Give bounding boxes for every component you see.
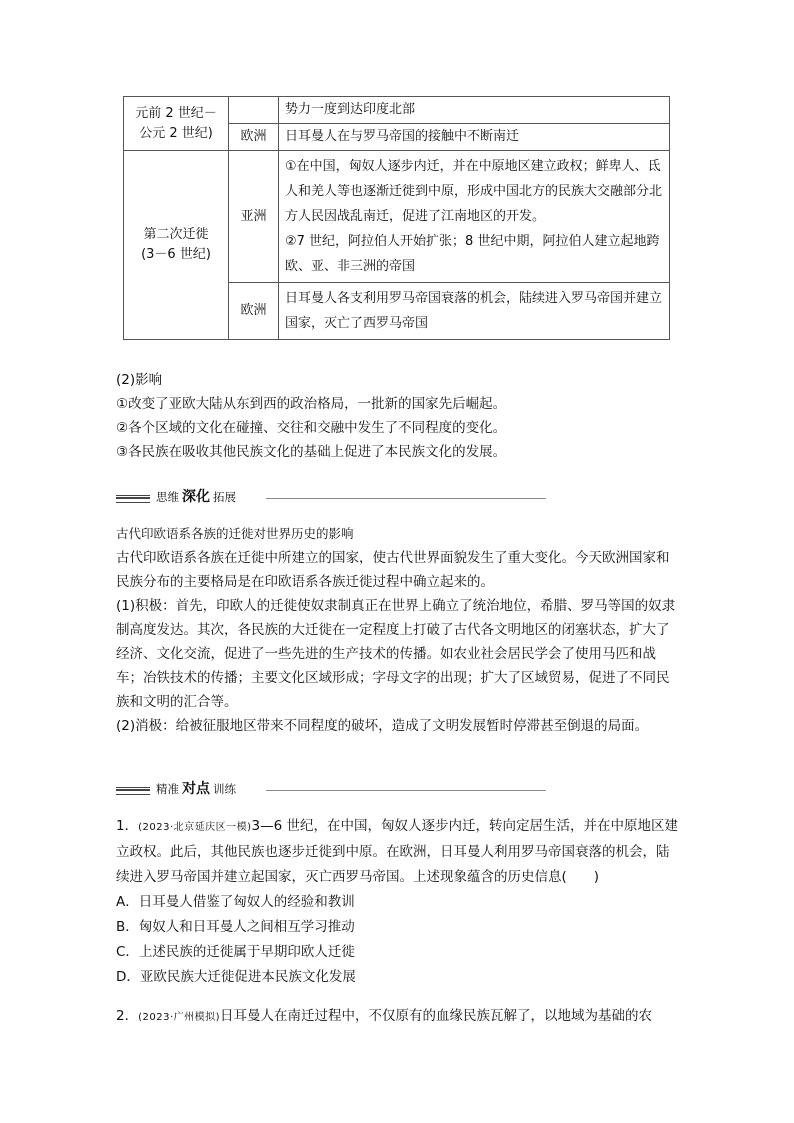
banner-rule <box>266 790 546 791</box>
list-item: ①改变了亚欧大陆从东到西的政治格局，一批新的国家先后崛起。 <box>116 396 507 412</box>
question-1 <box>116 814 681 990</box>
option-b: B．匈奴人和日耳曼人之间相互学习推动 <box>116 919 355 935</box>
region-cell: 欧洲 <box>229 124 279 151</box>
content-cell: 势力一度到达印度北部 <box>279 97 670 124</box>
banner-bars-icon <box>116 787 150 795</box>
section-banner <box>116 780 476 798</box>
table-row <box>124 97 670 124</box>
question-source: (2023·北京延庆区一模) <box>138 822 252 833</box>
paragraph: (1)积极：首先，印欧人的迁徙使奴隶制真正在世界上确立了统治地位，希腊、罗马等国的奴隶制高度发达。其次，各民族的大迁徙在一定程度上打破了古代各文明地区的闭塞状态，扩大了经济、文化交流，促进了一些先进的生产技术的传播。如农业社会居民学会了使用马匹和战车；冶铁技术的传播；主要文化区域形成；字母文字的出现；扩大了区域贸易，促进了不同民族和文明的汇合等。 <box>116 598 676 710</box>
content-paragraph: ①在中国，匈奴人逐步内迁，并在中原地区建立政权；鲜卑人、氐人和羌人等也逐渐迁徙到中原，形成中国北方的民族大交融部分北方人民因战乱南迁，促进了江南地区的开发。 <box>285 159 663 224</box>
banner-bars-icon <box>116 495 150 503</box>
question-2 <box>116 1004 681 1030</box>
option-c: C．上述民族的迁徙属于早期印欧人迁徙 <box>116 944 355 960</box>
section-heading: (2)影响 <box>116 372 163 388</box>
option-d: D．亚欧民族大迁徙促进本民族文化发展 <box>116 969 356 985</box>
table-row <box>124 151 670 283</box>
question-source: (2023·广州模拟) <box>138 1012 221 1023</box>
section-banner <box>116 488 476 506</box>
content-paragraph: ②7 世纪，阿拉伯人开始扩张；8 世纪中期，阿拉伯人建立起地跨欧、亚、非三洲的帝国 <box>285 234 660 274</box>
deepen-section <box>116 522 676 738</box>
paragraph: 古代印欧语系各族在迁徙中所建立的国家，使古代世界面貌发生了重大变化。今天欧洲国家和民族分布的主要格局是在印欧语系各族迁徙过程中确立起来的。 <box>116 550 670 590</box>
paragraph: (2)消极：给被征服地区带来不同程度的破坏，造成了文明发展暂时停滞甚至倒退的局面。 <box>116 718 649 734</box>
content-cell: 日耳曼人在与罗马帝国的接触中不断南迁 <box>279 124 670 151</box>
question-stem: 1．(2023·北京延庆区一模)3—6 世纪，在中国，匈奴人逐步内迁，转向定居生活，并在中原地区建立政权。此后，其他民族也逐步迁徙到中原。在欧洲，日耳曼人利用罗马帝国衰落的机会，陆续进入罗马帝国并建立起国家，灭亡西罗马帝国。上述现象蕴含的历史信息( ) <box>116 818 678 885</box>
content-cell: 日耳曼人各支利用罗马帝国衰落的机会，陆续进入罗马帝国并建立国家，灭亡了西罗马帝国 <box>279 283 670 340</box>
question-stem: 2．(2023·广州模拟)日耳曼人在南迁过程中，不仅原有的血缘民族瓦解了，以地域为基础的农 <box>116 1008 653 1024</box>
influence-section <box>116 368 676 464</box>
banner-title: 思维 深化 拓展 <box>156 489 236 505</box>
deepen-title: 古代印欧语系各族的迁徙对世界历史的影响 <box>116 526 354 541</box>
content-cell <box>279 151 670 283</box>
list-item: ③各民族在吸收其他民族文化的基础上促进了本民族文化的发展。 <box>116 444 507 460</box>
option-a: A．日耳曼人借鉴了匈奴人的经验和教训 <box>116 894 355 910</box>
period-line: 第二次迁徙 <box>143 227 209 242</box>
banner-rule <box>266 498 546 499</box>
period-cell: 元前 2 世纪－公元 2 世纪) <box>124 97 229 151</box>
list-item: ②各个区域的文化在碰撞、交往和交融中发生了不同程度的变化。 <box>116 420 507 436</box>
migration-table <box>123 96 670 340</box>
period-cell <box>124 151 229 340</box>
period-line: (3－6 世纪) <box>141 247 211 262</box>
banner-title: 精准 对点 训练 <box>156 781 236 797</box>
region-cell: 亚洲 <box>229 151 279 283</box>
region-cell <box>229 97 279 124</box>
region-cell: 欧洲 <box>229 283 279 340</box>
